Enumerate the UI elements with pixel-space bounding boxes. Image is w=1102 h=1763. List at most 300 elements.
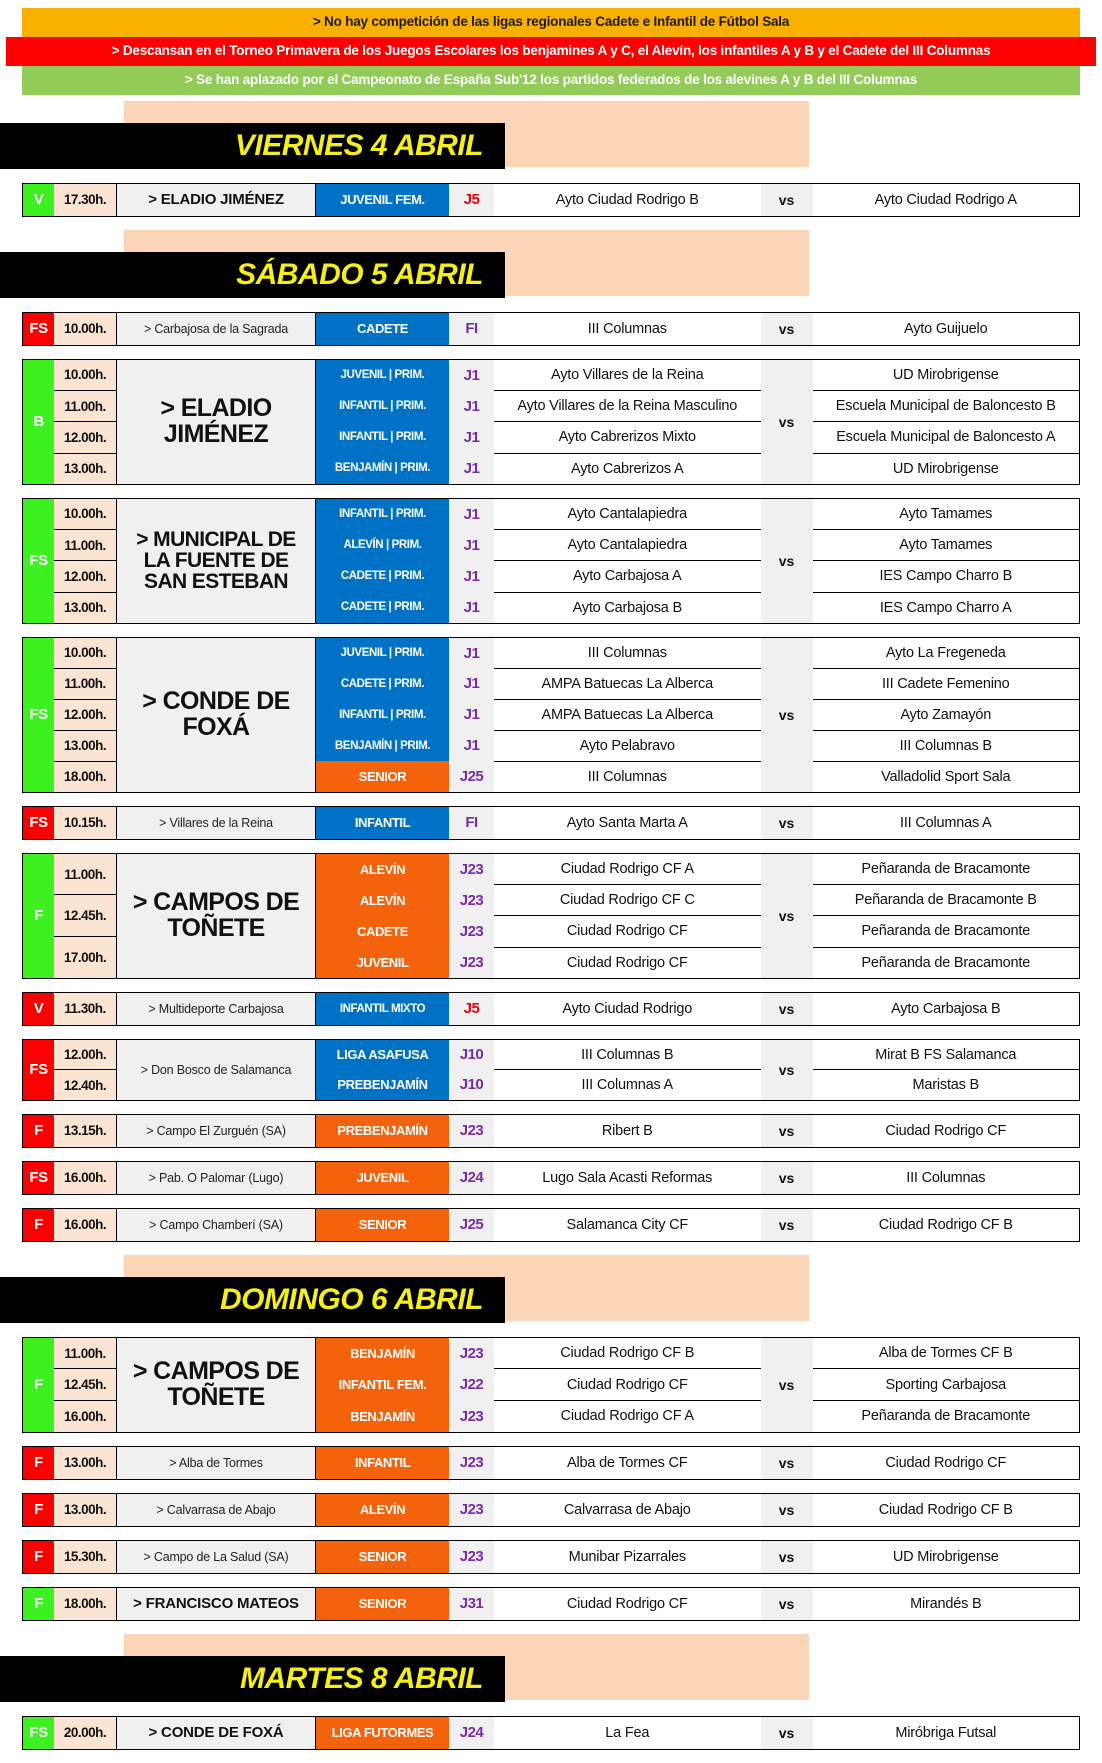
category-cell: LIGA ASAFUSA xyxy=(316,1040,449,1070)
venue-cell[interactable] xyxy=(117,993,316,1025)
away-team-column xyxy=(813,1115,1080,1147)
round-column xyxy=(449,1115,494,1147)
away-team-column xyxy=(813,1588,1080,1620)
round-cell: J5 xyxy=(463,191,480,209)
time-cell: 12.00h. xyxy=(54,560,116,591)
category-cell: PREBENJAMÍN xyxy=(316,1070,449,1100)
time-column xyxy=(54,184,117,216)
venue-cell[interactable] xyxy=(117,1209,316,1241)
venue-cell[interactable] xyxy=(117,1717,316,1749)
time-cell: 15.30h. xyxy=(63,1549,107,1565)
venue-cell[interactable] xyxy=(117,638,316,792)
day-blocks xyxy=(0,1337,1102,1621)
competition-badge: FS xyxy=(23,1162,54,1194)
match-block[interactable] xyxy=(22,183,1080,217)
venue-name: > Campo El Zurguén (SA) xyxy=(146,1123,286,1138)
time-column xyxy=(54,313,117,345)
venue-cell[interactable] xyxy=(117,1541,316,1573)
venue-cell[interactable] xyxy=(117,184,316,216)
away-team-column xyxy=(813,184,1080,216)
time-column xyxy=(54,638,117,792)
day-title: SÁBADO 5 ABRIL xyxy=(236,257,483,291)
venue-name: > FRANCISCO MATEOS xyxy=(133,1595,299,1613)
home-team-column xyxy=(494,807,761,839)
round-cell: J23 xyxy=(459,1344,484,1362)
time-cell: 10.00h. xyxy=(63,645,107,661)
away-team: Ayto Zamayón xyxy=(813,699,1080,730)
home-team-column xyxy=(494,360,761,484)
home-team: Ciudad Rodrigo CF xyxy=(494,915,761,946)
day-banner xyxy=(0,1634,1102,1716)
home-team: Ayto Santa Marta A xyxy=(566,814,688,831)
round-cell: FI xyxy=(465,814,478,832)
venue-cell[interactable] xyxy=(117,499,316,623)
home-team: Ayto Carbajosa B xyxy=(494,592,761,623)
venue-name: > Campo de La Salud (SA) xyxy=(143,1549,289,1564)
venue-cell[interactable] xyxy=(117,1115,316,1147)
time-column xyxy=(54,854,117,978)
day-title-bar xyxy=(0,252,505,298)
time-cell: 12.40h. xyxy=(54,1069,116,1100)
round-cell: J10 xyxy=(459,1046,484,1064)
home-team: Ciudad Rodrigo CF xyxy=(494,947,761,978)
time-cell: 11.00h. xyxy=(64,866,106,882)
away-team: Ayto Guijuelo xyxy=(904,320,988,337)
time-cell: 13.15h. xyxy=(63,1123,107,1139)
match-block[interactable] xyxy=(22,498,1080,624)
home-team-column xyxy=(494,1115,761,1147)
category-cell: INFANTIL | PRIM. xyxy=(316,391,449,422)
round-column xyxy=(449,1447,494,1479)
category-cell: ALEVÍN xyxy=(316,854,449,885)
round-cell: J25 xyxy=(459,767,484,785)
category-column xyxy=(316,1162,449,1194)
round-cell: J1 xyxy=(463,536,480,554)
vs-label: vs xyxy=(761,1209,813,1241)
time-column xyxy=(54,1588,117,1620)
home-team: Alba de Tormes CF xyxy=(567,1454,688,1471)
venue-cell[interactable] xyxy=(117,1494,316,1526)
time-cell: 10.00h. xyxy=(63,321,107,337)
category-cell: CADETE | PRIM. xyxy=(316,592,449,623)
round-column xyxy=(449,360,494,484)
venue-cell[interactable] xyxy=(117,1162,316,1194)
match-block[interactable] xyxy=(22,1446,1080,1480)
round-cell: J22 xyxy=(459,1376,484,1394)
competition-badge: F xyxy=(23,854,54,978)
category-cell: ALEVÍN xyxy=(316,1494,449,1526)
away-team-column xyxy=(813,1447,1080,1479)
round-cell: J23 xyxy=(459,860,484,878)
round-cell: J1 xyxy=(463,675,480,693)
category-cell: JUVENIL | PRIM. xyxy=(316,360,449,391)
home-team-column xyxy=(494,1447,761,1479)
away-team: UD Mirobrigense xyxy=(892,1548,999,1565)
match-block[interactable] xyxy=(22,1039,1080,1101)
away-team: Ayto Carbajosa B xyxy=(891,1000,1001,1017)
home-team: Ayto Cabrerizos A xyxy=(494,453,761,484)
home-team-column xyxy=(494,1040,761,1100)
category-column xyxy=(316,499,449,623)
time-cell: 16.00h. xyxy=(63,1170,107,1186)
home-team: Calvarrasa de Abajo xyxy=(563,1501,691,1518)
time-cell: 20.00h. xyxy=(63,1725,107,1741)
round-cell: J23 xyxy=(459,1407,484,1425)
competition-badge: F xyxy=(23,1588,54,1620)
time-cell: 11.00h. xyxy=(54,668,116,699)
day-banner xyxy=(0,1255,1102,1337)
round-cell: J23 xyxy=(459,1454,484,1472)
venue-cell[interactable] xyxy=(117,1588,316,1620)
away-team-column xyxy=(813,854,1080,978)
time-cell: 13.00h. xyxy=(54,730,116,761)
away-team: UD Mirobrigense xyxy=(813,453,1080,484)
round-cell: J1 xyxy=(463,459,480,477)
vs-label: vs xyxy=(761,184,813,216)
time-cell: 13.00h. xyxy=(54,453,116,484)
vs-label: vs xyxy=(761,1717,813,1749)
away-team-column xyxy=(813,1541,1080,1573)
home-team: AMPA Batuecas La Alberca xyxy=(494,668,761,699)
away-team: Peñaranda de Bracamonte xyxy=(813,915,1080,946)
home-team: Ayto Carbajosa A xyxy=(494,560,761,591)
round-column xyxy=(449,807,494,839)
category-column xyxy=(316,807,449,839)
away-team: Peñaranda de Bracamonte xyxy=(861,860,1031,877)
match-block[interactable] xyxy=(22,1493,1080,1527)
notices-panel xyxy=(0,0,1102,95)
match-block[interactable] xyxy=(22,1716,1080,1750)
venue-name: > CONDE DE FOXÁ xyxy=(148,1724,284,1742)
home-team: La Fea xyxy=(605,1724,650,1741)
venue-cell[interactable] xyxy=(117,807,316,839)
time-cell: 12.45h. xyxy=(54,894,116,936)
notice-green: > Se han aplazado por el Campeonato de España Sub'12 los partidos federados de los alevines A y B del III Columnas xyxy=(22,66,1080,95)
time-cell: 13.00h. xyxy=(63,1502,107,1518)
category-cell: SENIOR xyxy=(316,1588,449,1620)
venue-name: > CONDE DE FOXÁ xyxy=(142,687,290,741)
round-cell: J24 xyxy=(459,1724,484,1742)
home-team: Ayto Pelabravo xyxy=(494,730,761,761)
vs-label: vs xyxy=(761,1494,813,1526)
round-cell: FI xyxy=(465,320,478,338)
vs-label: vs xyxy=(761,360,813,484)
competition-badge: FS xyxy=(23,1040,54,1100)
round-column xyxy=(449,993,494,1025)
round-cell: J23 xyxy=(459,1548,484,1566)
away-team-column xyxy=(813,360,1080,484)
venue-name: > ELADIO JIMÉNEZ xyxy=(148,191,284,209)
away-team: Sporting Carbajosa xyxy=(813,1368,1080,1400)
round-cell: J23 xyxy=(459,953,484,971)
competition-badge: V xyxy=(23,184,54,216)
category-column xyxy=(316,1115,449,1147)
time-column xyxy=(54,1209,117,1241)
vs-label: vs xyxy=(761,854,813,978)
notice-orange: > No hay competición de las ligas regionales Cadete e Infantil de Fútbol Sala xyxy=(22,8,1080,37)
time-column xyxy=(54,1040,117,1100)
time-column xyxy=(54,807,117,839)
home-team-column xyxy=(494,1541,761,1573)
home-team-column xyxy=(494,993,761,1025)
away-team: Maristas B xyxy=(813,1069,1080,1100)
venue-cell[interactable] xyxy=(117,1338,316,1432)
round-cell: J1 xyxy=(463,366,480,384)
venue-name: > ELADIO JIMÉNEZ xyxy=(160,394,272,448)
round-cell: J1 xyxy=(463,737,480,755)
round-column xyxy=(449,854,494,978)
round-cell: J1 xyxy=(463,397,480,415)
home-team: Ayto Ciudad Rodrigo xyxy=(562,1000,693,1017)
round-column xyxy=(449,1588,494,1620)
away-team: Escuela Municipal de Baloncesto B xyxy=(813,390,1080,421)
away-team: Ciudad Rodrigo CF B xyxy=(878,1216,1013,1233)
round-cell: J23 xyxy=(459,1122,484,1140)
match-block[interactable] xyxy=(22,359,1080,485)
match-block[interactable] xyxy=(22,637,1080,793)
venue-name: > Multideporte Carbajosa xyxy=(148,1001,284,1016)
venue-name: > Villares de la Reina xyxy=(159,815,273,830)
category-cell: ALEVÍN | PRIM. xyxy=(316,530,449,561)
competition-badge: FS xyxy=(23,807,54,839)
category-column xyxy=(316,854,449,978)
vs-label: vs xyxy=(761,1115,813,1147)
vs-label: vs xyxy=(761,1162,813,1194)
away-team: Ayto La Fregeneda xyxy=(885,644,1006,661)
round-cell: J24 xyxy=(459,1169,484,1187)
time-cell: 18.00h. xyxy=(63,1596,107,1612)
category-cell: JUVENIL xyxy=(316,947,449,978)
category-cell: INFANTIL xyxy=(316,1447,449,1479)
home-team: Ayto Cabrerizos Mixto xyxy=(494,421,761,452)
home-team: Ayto Villares de la Reina xyxy=(551,366,704,383)
time-cell: 13.00h. xyxy=(63,1455,107,1471)
home-team-column xyxy=(494,854,761,978)
category-cell: SENIOR xyxy=(316,761,449,792)
category-column xyxy=(316,1040,449,1100)
time-cell: 10.00h. xyxy=(63,506,107,522)
round-column xyxy=(449,638,494,792)
away-team: UD Mirobrigense xyxy=(892,366,999,383)
competition-badge: FS xyxy=(23,1717,54,1749)
away-team: IES Campo Charro A xyxy=(813,592,1080,623)
competition-badge: F xyxy=(23,1338,54,1432)
away-team: Ciudad Rodrigo CF xyxy=(885,1122,1007,1139)
venue-cell[interactable] xyxy=(117,360,316,484)
category-column xyxy=(316,184,449,216)
time-cell: 17.00h. xyxy=(54,936,116,978)
home-team: Ribert B xyxy=(601,1122,653,1139)
category-cell: JUVENIL FEM. xyxy=(316,184,449,216)
time-cell: 12.00h. xyxy=(63,1047,107,1063)
away-team: III Columnas B xyxy=(813,730,1080,761)
away-team: Ayto Tamames xyxy=(899,505,993,522)
away-team: Escuela Municipal de Baloncesto A xyxy=(813,421,1080,452)
vs-label: vs xyxy=(761,1447,813,1479)
category-column xyxy=(316,993,449,1025)
time-column xyxy=(54,1447,117,1479)
match-block[interactable] xyxy=(22,1114,1080,1148)
match-block[interactable] xyxy=(22,1161,1080,1195)
match-block[interactable] xyxy=(22,1587,1080,1621)
venue-cell[interactable] xyxy=(117,1447,316,1479)
venue-name: > MUNICIPAL DE LA FUENTE DE SAN ESTEBAN xyxy=(136,527,296,594)
competition-badge: F xyxy=(23,1115,54,1147)
day-title: DOMINGO 6 ABRIL xyxy=(219,1282,483,1316)
match-block[interactable] xyxy=(22,1540,1080,1574)
time-cell: 12.00h. xyxy=(54,421,116,452)
home-team-column xyxy=(494,1717,761,1749)
away-team-column xyxy=(813,993,1080,1025)
competition-badge: B xyxy=(23,360,54,484)
venue-name: > CAMPOS DE TOÑETE xyxy=(132,888,300,942)
away-team: Ciudad Rodrigo CF B xyxy=(878,1501,1013,1518)
time-column xyxy=(54,1541,117,1573)
category-cell: SENIOR xyxy=(316,1541,449,1573)
competition-badge: FS xyxy=(23,313,54,345)
round-column xyxy=(449,1541,494,1573)
venue-cell[interactable] xyxy=(117,854,316,978)
home-team-column xyxy=(494,313,761,345)
category-cell: CADETE xyxy=(316,313,449,345)
round-cell: J23 xyxy=(459,891,484,909)
away-team-column xyxy=(813,1162,1080,1194)
home-team-column xyxy=(494,184,761,216)
home-team-column xyxy=(494,1162,761,1194)
vs-label: vs xyxy=(761,499,813,623)
match-block[interactable] xyxy=(22,312,1080,346)
category-column xyxy=(316,1447,449,1479)
round-column xyxy=(449,313,494,345)
category-column xyxy=(316,313,449,345)
category-cell: PREBENJAMÍN xyxy=(316,1115,449,1147)
venue-name: > Carbajosa de la Sagrada xyxy=(143,321,289,336)
round-cell: J1 xyxy=(463,428,480,446)
vs-label: vs xyxy=(761,1588,813,1620)
home-team: III Columnas xyxy=(587,320,667,337)
time-column xyxy=(54,1162,117,1194)
away-team: Peñaranda de Bracamonte xyxy=(813,1400,1080,1432)
category-cell: CADETE | PRIM. xyxy=(316,561,449,592)
competition-badge: FS xyxy=(23,638,54,792)
away-team: Miróbriga Futsal xyxy=(895,1724,997,1741)
category-column xyxy=(316,1717,449,1749)
category-column xyxy=(316,1338,449,1432)
match-block[interactable] xyxy=(22,806,1080,840)
match-block[interactable] xyxy=(22,992,1080,1026)
day-title-bar xyxy=(0,1656,505,1702)
home-team: Ayto Cantalapiedra xyxy=(494,529,761,560)
venue-name: > Calvarrasa de Abajo xyxy=(156,1502,276,1517)
match-block[interactable] xyxy=(22,1337,1080,1433)
match-block[interactable] xyxy=(22,1208,1080,1242)
home-team: III Columnas xyxy=(494,761,761,792)
venue-cell[interactable] xyxy=(117,1040,316,1100)
round-column xyxy=(449,1494,494,1526)
round-column xyxy=(449,1338,494,1432)
venue-cell[interactable] xyxy=(117,313,316,345)
home-team: Ciudad Rodrigo CF A xyxy=(494,1400,761,1432)
day-blocks xyxy=(0,312,1102,1242)
home-team: Salamanca City CF xyxy=(566,1216,688,1233)
home-team: Ciudad Rodrigo CF xyxy=(494,1368,761,1400)
round-cell: J23 xyxy=(459,922,484,940)
competition-badge: F xyxy=(23,1209,54,1241)
category-cell: INFANTIL | PRIM. xyxy=(316,422,449,453)
round-cell: J10 xyxy=(459,1076,484,1094)
time-column xyxy=(54,499,117,623)
home-team-column xyxy=(494,638,761,792)
day-title: VIERNES 4 ABRIL xyxy=(234,128,483,162)
time-cell: 16.00h. xyxy=(54,1400,116,1432)
category-cell: INFANTIL FEM. xyxy=(316,1369,449,1400)
away-team: Mirat B FS Salamanca xyxy=(875,1046,1017,1063)
round-cell: J1 xyxy=(463,644,480,662)
category-cell: INFANTIL xyxy=(316,807,449,839)
round-cell: J31 xyxy=(459,1595,484,1613)
home-team: Ayto Villares de la Reina Masculino xyxy=(494,390,761,421)
away-team-column xyxy=(813,499,1080,623)
home-team-column xyxy=(494,1494,761,1526)
home-team: AMPA Batuecas La Alberca xyxy=(494,699,761,730)
home-team: Ciudad Rodrigo CF A xyxy=(560,860,694,877)
round-cell: J25 xyxy=(459,1216,484,1234)
time-cell: 11.00h. xyxy=(54,390,116,421)
away-team-column xyxy=(813,1338,1080,1432)
away-team: Ayto Tamames xyxy=(813,529,1080,560)
away-team: III Columnas xyxy=(906,1169,986,1186)
round-column xyxy=(449,1209,494,1241)
category-column xyxy=(316,638,449,792)
away-team: Ayto Ciudad Rodrigo A xyxy=(874,191,1017,208)
home-team: III Columnas xyxy=(587,644,667,661)
competition-badge: F xyxy=(23,1541,54,1573)
category-column xyxy=(316,360,449,484)
venue-name: > Campo Chamberí (SA) xyxy=(149,1217,283,1232)
time-column xyxy=(54,1338,117,1432)
time-column xyxy=(54,1115,117,1147)
away-team-column xyxy=(813,1717,1080,1749)
competition-badge: FS xyxy=(23,499,54,623)
category-cell: BENJAMÍN | PRIM. xyxy=(316,453,449,484)
vs-label: vs xyxy=(761,1338,813,1432)
category-cell: LIGA FUTORMES xyxy=(316,1717,449,1749)
schedule-container xyxy=(0,101,1102,1750)
round-cell: J1 xyxy=(463,598,480,616)
time-cell: 12.00h. xyxy=(54,699,116,730)
category-cell: SENIOR xyxy=(316,1209,449,1241)
home-team: Ciudad Rodrigo CF B xyxy=(560,1345,695,1362)
round-cell: J23 xyxy=(459,1501,484,1519)
category-cell: JUVENIL | PRIM. xyxy=(316,638,449,669)
day-title-bar xyxy=(0,123,505,169)
category-cell: JUVENIL xyxy=(316,1162,449,1194)
day-banner xyxy=(0,230,1102,312)
round-cell: J1 xyxy=(463,706,480,724)
vs-label: vs xyxy=(761,638,813,792)
away-team-column xyxy=(813,1494,1080,1526)
competition-badge: F xyxy=(23,1447,54,1479)
home-team: Lugo Sala Acasti Reformas xyxy=(542,1169,713,1186)
away-team: Valladolid Sport Sala xyxy=(813,761,1080,792)
competition-badge: F xyxy=(23,1494,54,1526)
home-team: III Columnas B xyxy=(581,1046,674,1063)
vs-label: vs xyxy=(761,1541,813,1573)
time-cell: 17.30h. xyxy=(63,192,107,208)
day-banner xyxy=(0,101,1102,183)
day-title-bar xyxy=(0,1277,505,1323)
match-block[interactable] xyxy=(22,853,1080,979)
